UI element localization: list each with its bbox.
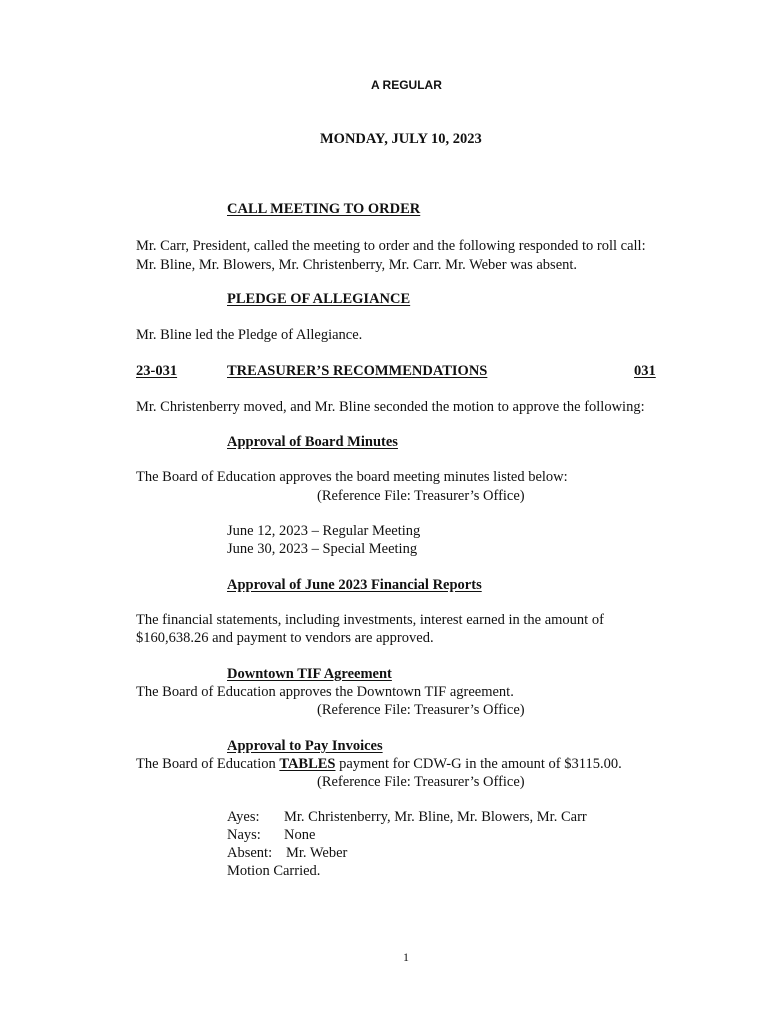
minutes-item: June 12, 2023 – Regular Meeting	[227, 523, 421, 539]
roll-call-line-2: Mr. Bline, Mr. Blowers, Mr. Christenberry, Mr. Carr. Mr. Weber was absent.	[136, 257, 578, 273]
nays-label: Nays:	[227, 827, 261, 843]
minutes-heading: Approval of Board Minutes	[227, 434, 398, 450]
roll-call-line-1: Mr. Carr, President, called the meeting to order and the following responded to roll call:	[136, 238, 646, 254]
invoices-text-end: payment for CDW-G in the amount of $3115.00.	[335, 756, 622, 772]
resolution-number: 23-031	[136, 363, 178, 379]
minutes-item: June 30, 2023 – Special Meeting	[227, 541, 418, 557]
meeting-date: MONDAY, JULY 10, 2023	[320, 131, 482, 147]
tif-reference: (Reference File: Treasurer’s Office)	[317, 702, 525, 718]
ayes-label: Ayes:	[227, 809, 260, 825]
minutes-text: The Board of Education approves the board meeting minutes listed below:	[136, 469, 568, 485]
minutes-reference: (Reference File: Treasurer’s Office)	[317, 488, 525, 504]
resolution-title: TREASURER’S RECOMMENDATIONS	[227, 363, 488, 379]
document-title: A REGULAR	[371, 78, 442, 92]
invoices-reference: (Reference File: Treasurer’s Office)	[317, 774, 525, 790]
motion-text: Mr. Christenberry moved, and Mr. Bline seconded the motion to approve the following:	[136, 399, 645, 415]
resolution-code: 031	[634, 363, 656, 379]
pledge-heading: PLEDGE OF ALLEGIANCE	[227, 291, 411, 307]
absent-label: Absent:	[227, 845, 273, 861]
tif-heading: Downtown TIF Agreement	[227, 666, 392, 682]
call-to-order-heading: CALL MEETING TO ORDER	[227, 201, 421, 217]
invoices-heading: Approval to Pay Invoices	[227, 738, 383, 754]
page-number: 1	[403, 950, 409, 964]
tables-emphasis: TABLES	[279, 756, 336, 772]
invoices-text-start: The Board of Education	[136, 756, 280, 772]
ayes-list: Mr. Christenberry, Mr. Bline, Mr. Blowers, Mr. Carr	[284, 809, 587, 825]
financial-line-1: The financial statements, including investments, interest earned in the amount of	[136, 612, 604, 628]
motion-result: Motion Carried.	[227, 863, 321, 879]
nays-value: None	[284, 827, 316, 843]
invoices-text	[136, 755, 622, 773]
pledge-text: Mr. Bline led the Pledge of Allegiance.	[136, 327, 363, 343]
financial-heading: Approval of June 2023 Financial Reports	[227, 577, 482, 593]
tif-text: The Board of Education approves the Downtown TIF agreement.	[136, 684, 514, 700]
financial-line-2: $160,638.26 and payment to vendors are approved.	[136, 630, 434, 646]
absent-value: Mr. Weber	[286, 845, 348, 861]
